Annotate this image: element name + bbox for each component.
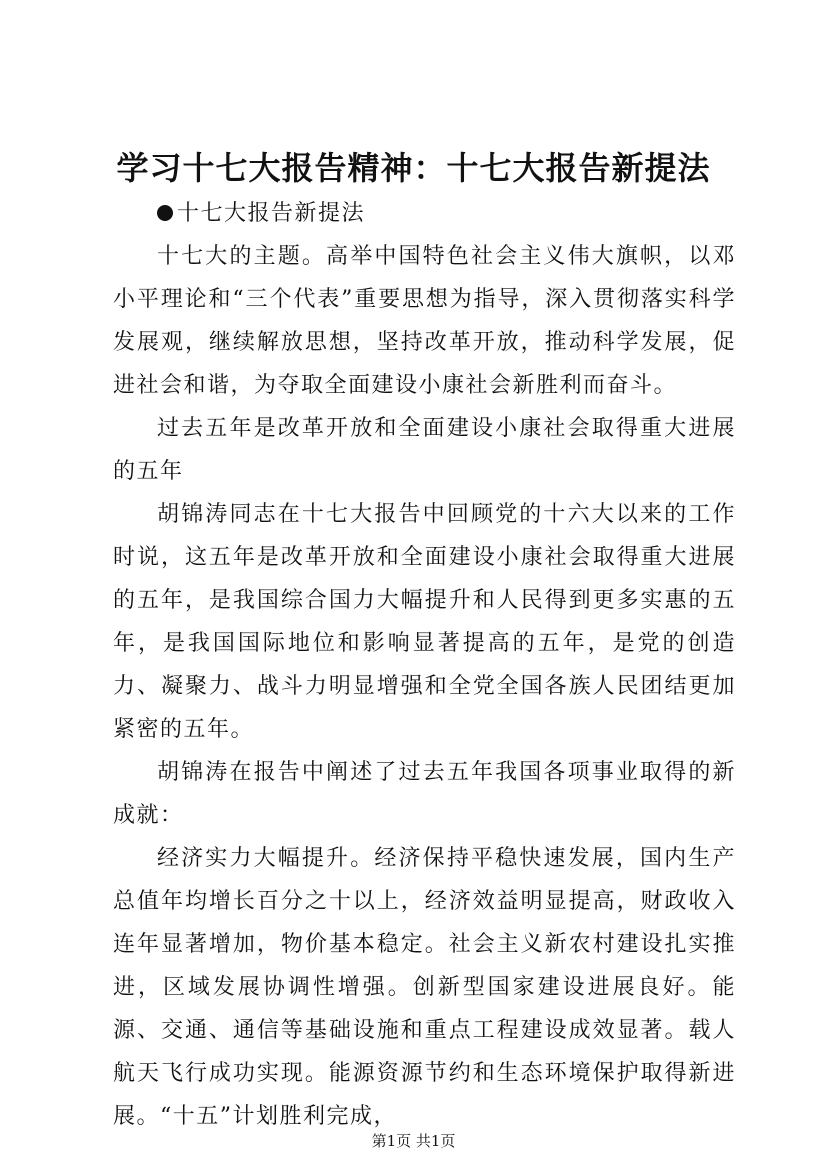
paragraph: 十七大的主题。高举中国特色社会主义伟大旗帜，以邓小平理论和“三个代表”重要思想为指导，深入贯彻落实科学发展观，继续解放思想，坚持改革开放，推动科学发展，促进社会和谐，为夺取全面建设小康社会新胜利而奋斗。 <box>113 244 736 398</box>
paragraph: 胡锦涛同志在十七大报告中回顾党的十六大以来的工作时说，这五年是改革开放和全面建设小康社会取得重大进展的五年，是我国综合国力大幅提升和人民得到更多实惠的五年，是我国国际地位和影响显著提高的五年，是党的创造力、凝聚力、战斗力明显增强和全党全国各族人民团结更加紧密的五年。 <box>113 502 736 742</box>
document-title: 学习十七大报告精神：十七大报告新提法 <box>116 149 711 187</box>
paragraph: 过去五年是改革开放和全面建设小康社会取得重大进展的五年 <box>113 416 736 484</box>
paragraph: 胡锦涛在报告中阐述了过去五年我国各项事业取得的新成就： <box>113 760 736 828</box>
bullet-icon <box>157 205 173 221</box>
section-heading-line <box>113 192 736 235</box>
document-body <box>113 192 736 1138</box>
paragraph: 经济实力大幅提升。经济保持平稳快速发展，国内生产总值年均增长百分之十以上，经济效益明显提高，财政收入连年显著增加，物价基本稳定。社会主义新农村建设扎实推进，区域发展协调性增强。创新型国家建设进展良好。能源、交通、通信等基础设施和重点工程建设成效显著。载人航天飞行成功实现。能源资源节约和生态环境保护取得新进展。“十五”计划胜利完成， <box>113 846 736 1129</box>
section-heading: 十七大报告新提法 <box>177 201 366 226</box>
page-footer: 第1页 共1页 <box>371 1132 456 1150</box>
